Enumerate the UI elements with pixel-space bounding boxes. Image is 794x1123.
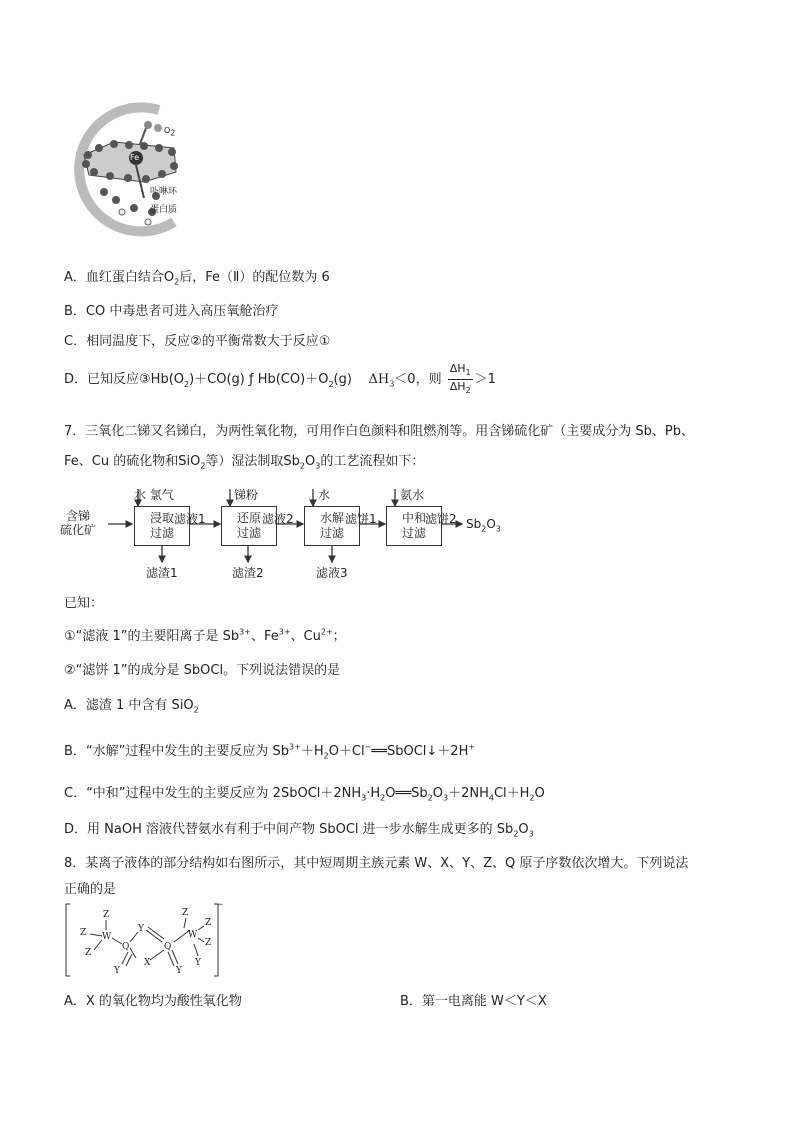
charge-label: −	[216, 900, 224, 910]
flow-mid-1: 滤液1	[174, 512, 206, 526]
q6-option-c: C．相同温度下，反应②的平衡常数大于反应①	[64, 334, 331, 349]
atom-w-2: W	[188, 930, 198, 940]
flow-mid-4: 滤饼2	[425, 512, 457, 526]
atom-z-1: Z	[103, 910, 110, 920]
flow-input-1: 水 氯气	[134, 488, 174, 502]
heme-figure	[64, 100, 194, 240]
flow-input-2: 锑粉	[234, 488, 259, 502]
atom-y-3: Y	[176, 966, 182, 976]
atom-z-4: Z	[182, 908, 189, 918]
structure-bonds	[64, 900, 244, 980]
flow-out-3: 滤液3	[316, 566, 348, 580]
atom-z-2: Z	[80, 928, 87, 938]
q7-option-c: C．“中和”过程中发生的主要反应为 $2SbOCl+2NH_3\cdot H_2O══Sb_2O_3+2NH_4Cl+H_2O$	[64, 786, 545, 803]
o2-label: O2	[164, 126, 176, 138]
flow-input-3: 水	[318, 488, 331, 502]
flow-out-2: 滤渣2	[232, 566, 264, 580]
flow-box-hydrolysis: 水解 过滤	[304, 506, 360, 546]
atom-y-4: Y	[195, 958, 201, 968]
process-flow-chart	[60, 484, 520, 584]
q7-option-d: D．用 NaOH 溶液代替氨水有利于中间产物 SbOCl 进一步水解生成更多的 $Sb_2O_3$	[64, 822, 534, 839]
flow-box-reduce: 还原 过滤	[221, 506, 277, 546]
q6-option-a: A．血红蛋白结合$O_2$后，Fe（Ⅱ）的配位数为 6	[64, 270, 330, 287]
q8-stem-line2: 正确的是	[64, 882, 117, 897]
dh-ratio-fraction: $\frac{\Delta H_1}{\Delta H_2}$	[449, 362, 471, 396]
q7-stem-line1: 7．三氧化二锑又名锑白，为两性氧化物，可用作白色颜料和阻燃剂等。用含锑硫化矿（主要成分为 Sb、Pb、	[64, 424, 694, 439]
atom-w-1: W	[102, 932, 112, 942]
flow-box-neutralize: 中和 过滤	[386, 506, 442, 546]
q6-option-d: D．已知反应$③Hb(O_2)+CO(g)$ ƒ $Hb(CO)+O_2(g)$ $\Delta H_3<0$，则 $\frac{\Delta H_1}{\Delta H_2}$ ＞1	[64, 362, 496, 396]
q8-option-b: B．第一电离能 W＜Y＜X	[400, 994, 547, 1009]
atom-z-5: Z	[205, 918, 212, 928]
flow-mid-3: 滤饼1	[345, 512, 377, 526]
atom-y-1: Y	[138, 924, 144, 934]
ionic-liquid-structure	[64, 900, 244, 980]
flow-start-ore: 含锑 硫化矿	[60, 509, 97, 537]
atom-z-6: Z	[205, 938, 212, 948]
flow-product: $Sb_2O_3$	[466, 517, 501, 534]
atom-z-3: Z	[85, 948, 92, 958]
q8-stem-line1: 8．某离子液体的部分结构如右图所示，其中短周期主族元素 W、X、Y、Z、Q 原子序数依次增大。下列说法	[64, 856, 689, 871]
heme-structure-graphic	[64, 100, 194, 240]
q7-known-1: ①“滤液 1”的主要阳离子是 $Sb^{3+}$、$Fe^{3+}$、$Cu^{2+}$；	[64, 627, 346, 644]
q7-option-b: B．“水解”过程中发生的主要反应为 $Sb^{3+}+H_2O+Cl^-══SbOCl↓+2H^+$	[64, 742, 476, 761]
flow-box-leach: 浸取 过滤	[134, 506, 190, 546]
q7-known-label: 已知：	[64, 596, 104, 611]
flow-mid-2: 滤液2	[262, 512, 294, 526]
atom-y-2: Y	[114, 966, 120, 976]
q6-option-b: B．CO 中毒患者可进入高压氧舱治疗	[64, 304, 279, 319]
q7-known-2: ②“滤饼 1”的成分是 SbOCl。下列说法错误的是	[64, 663, 341, 678]
q7-option-a: A．滤渣 1 中含有 SiO$_2$	[64, 698, 199, 715]
protein-label: 蛋白质	[150, 205, 178, 215]
atom-q-1: Q	[122, 942, 130, 952]
fe-label: Fe	[130, 153, 140, 162]
q8-option-a: A．X 的氧化物均为酸性氧化物	[64, 994, 242, 1009]
flow-out-1: 滤渣1	[146, 566, 178, 580]
atom-q-2: Q	[164, 942, 172, 952]
q7-stem-line2: Fe、Cu 的硫化物和SiO$_2$等）湿法制取$Sb_2O_3$的工艺流程如下：	[64, 454, 425, 471]
atom-x-1: X	[144, 958, 151, 968]
flow-arrows	[60, 484, 520, 584]
flow-input-4: 氨水	[400, 488, 425, 502]
porphyrin-ring-label: 卟啉环	[150, 187, 178, 197]
